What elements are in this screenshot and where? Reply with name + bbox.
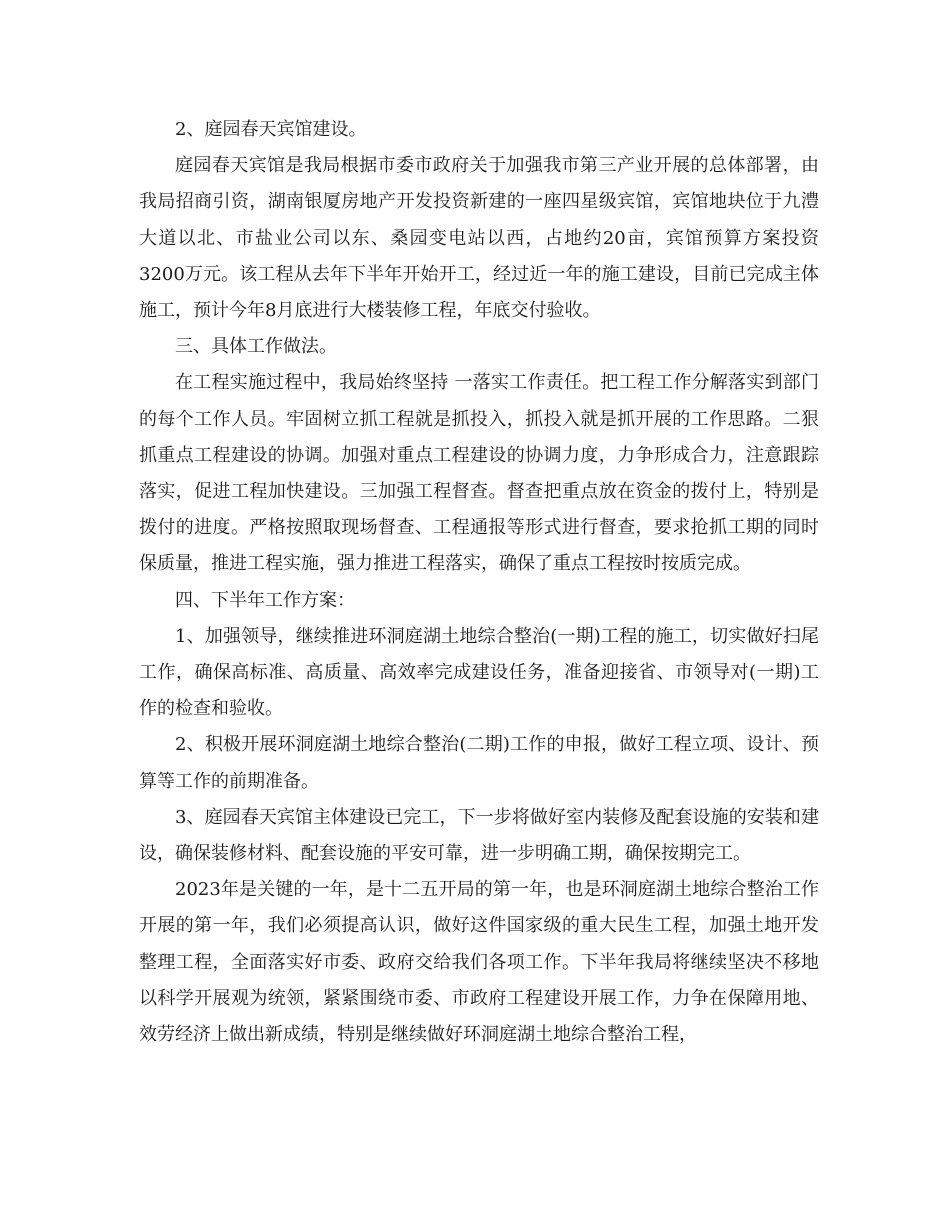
paragraph-plan-item-1: 1、加强领导，继续推进环洞庭湖土地综合整治(一期)工程的施工，切实做好扫尾工作，确保高标准、高质量、高效率完成建设任务，准备迎接省、市领导对(一期)工作的检查和验收。 bbox=[139, 625, 819, 720]
paragraph-heading-hotel: 2、庭园春天宾馆建设。 bbox=[175, 119, 367, 140]
paragraph-plan-item-2: 2、积极开展环洞庭湖土地综合整治(二期)工作的申报，做好工程立项、设计、预算等工作的前期准备。 bbox=[139, 734, 819, 792]
paragraph-summary: 2023年是关键的一年，是十二五开局的第一年，也是环洞庭湖土地综合整治工作开展的第一年，我们必须提高认识，做好这件国家级的重大民生工程，加强土地开发整理工程，全面落实好市委、政府交给我们各项工作。下半年我局将继续坚决不移地以科学开展观为统领，紧紧围绕市委、市政府工程建设开展工作，力争在保障用地、效劳经济上做出新成绩，特别是继续做好环洞庭湖土地综合整治工程， bbox=[139, 879, 819, 1046]
paragraph-hotel-description: 庭园春天宾馆是我局根据市委市政府关于加强我市第三产业开展的总体部署，由我局招商引资，湖南银厦房地产开发投资新建的一座四星级宾馆，宾馆地块位于九澧大道以北、市盐业公司以东、桑园变电站以西，占地约20亩，宾馆预算方案投资3200万元。该工程从去年下半年开始开工，经过近一年的施工建设，目前已完成主体施工，预计今年8月底进行大楼装修工程，年底交付验收。 bbox=[139, 155, 819, 322]
paragraph-methods: 在工程实施过程中，我局始终坚持 一落实工作责任。把工程工作分解落实到部门的每个工作人员。牢固树立抓工程就是抓投入，抓投入就是抓开展的工作思路。二狠抓重点工程建设的协调。加强对重点工程建设的协调力度，力争形成合力，注意跟踪落实，促进工程加快建设。三加强工程督查。督查把重点放在资金的拨付上，特别是拨付的进度。严格按照取现场督查、工程通报等形式进行督查，要求抢抓工期的同时保质量，推进工程实施，强力推进工程落实，确保了重点工程按时按质完成。 bbox=[139, 372, 819, 575]
paragraph-heading-plan: 四、下半年工作方案： bbox=[175, 589, 355, 611]
paragraph-plan-item-3: 3、庭园春天宾馆主体建设已完工，下一步将做好室内装修及配套设施的安装和建设，确保装修材料、配套设施的平安可靠，进一步明确工期，确保按期完工。 bbox=[139, 806, 819, 865]
paragraph-heading-methods: 三、具体工作做法。 bbox=[175, 336, 337, 358]
document-body bbox=[139, 112, 819, 1053]
